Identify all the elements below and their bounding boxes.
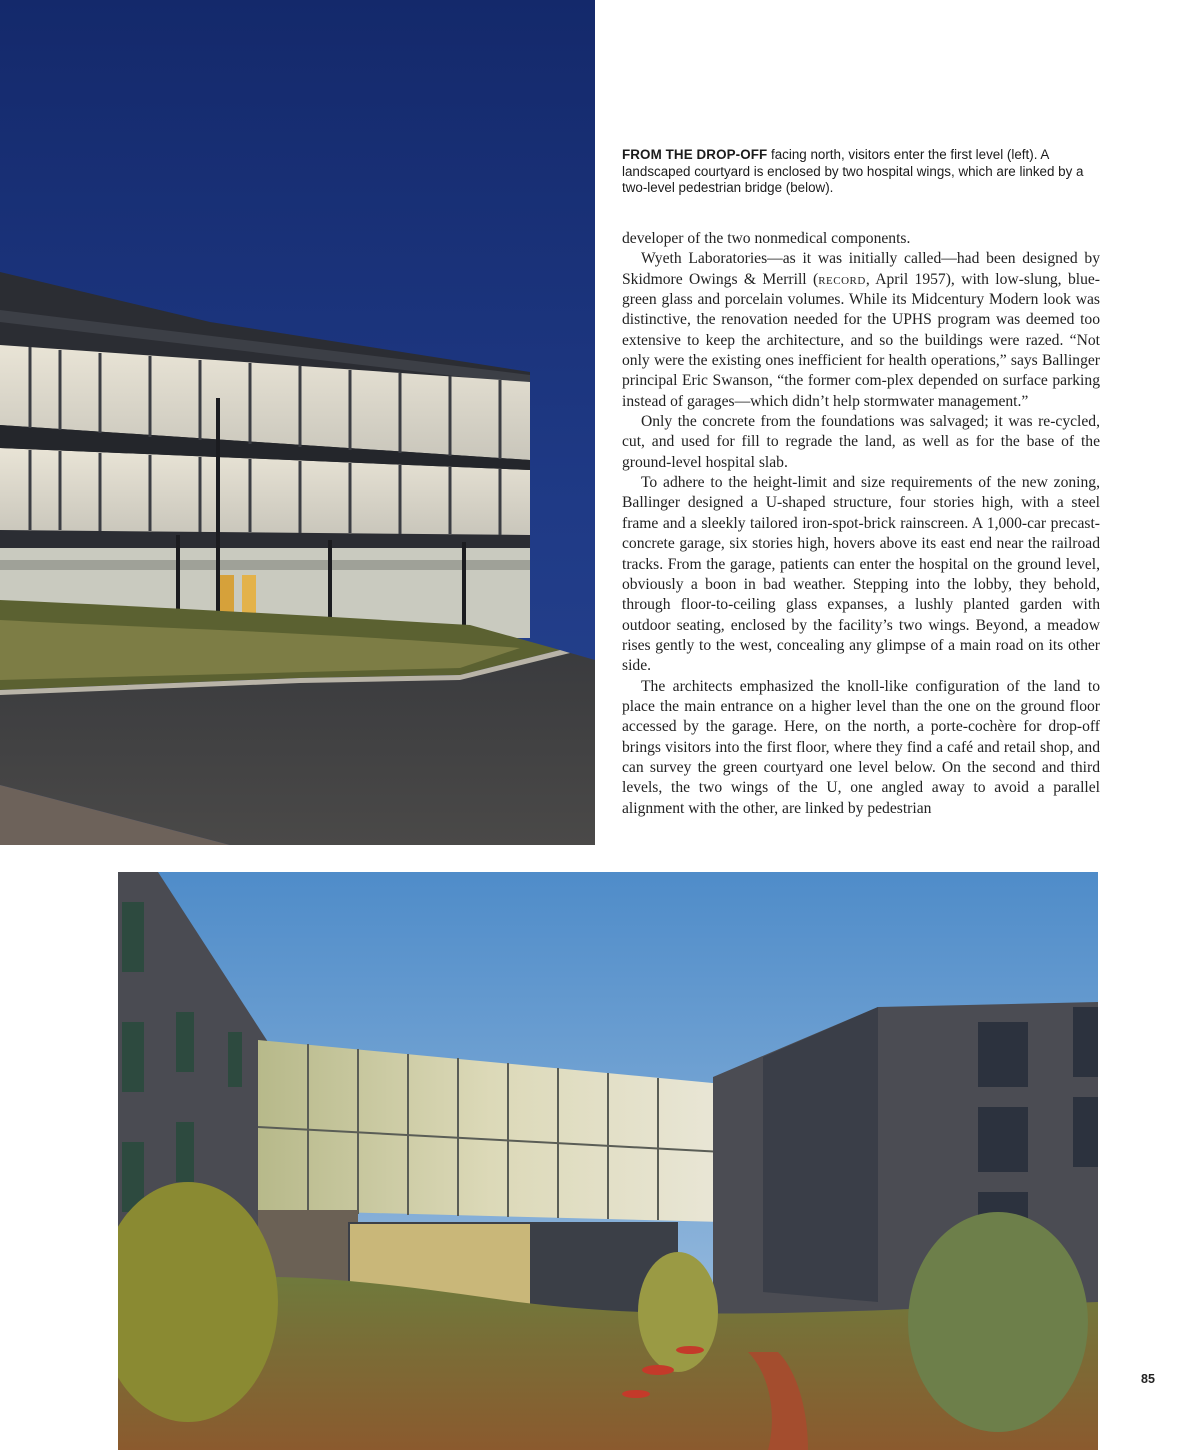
caption-text: facing north, visitors enter the first level (left). A landscaped courtyard is enclosed by two hospital wings, which are linked by a two-level pedestrian bridge (below). [622, 147, 1084, 196]
paragraph [622, 249, 1100, 412]
paragraph: Only the concrete from the foundations was salvaged; it was re-cycled, cut, and used for fill to regrade the land, as well as for the base of the ground-level hospital slab. [622, 413, 1100, 471]
paragraph: The architects emphasized the knoll-like configuration of the land to place the main entrance on a higher level than the one on the ground floor accessed by the garage. Here, on the north, a porte-cochère for drop-off brings visitors into the first floor, where they find a café and retail shop, and can survey the green courtyard one level below. On the second and third levels, the two wings of the U, one angled away to avoid a parallel alignment with the other, are linked by pedestrian [622, 677, 1100, 817]
paragraph-text: Wyeth Laboratories—as it was initially called—had been designed by Skidmore Owings & Merrill ( [622, 250, 1100, 288]
page-number: 85 [1141, 1372, 1155, 1386]
article-body [622, 229, 1100, 819]
paragraph: To adhere to the height-limit and size requirements of the new zoning, Ballinger designed a U-shaped structure, four stories high, with a steel frame and a sleekly tailored iron-spot-brick rainscreen. A 1,000-car precast-concrete garage, six stories high, hovers above its east end near the railroad tracks. From the garage, patients can enter the hospital on the ground level, obviously a boon in bad weather. Stepping into the lobby, they behold, through floor-to-ceiling glass expanses, a lushly planted garden with outdoor seating, enclosed by the facility’s two wings. Beyond, a meadow rises gently to the west, concealing any glimpse of a main road on its other side. [622, 474, 1100, 675]
courtyard-photo [118, 872, 1098, 1450]
magazine-reference: record [818, 270, 866, 288]
paragraph: developer of the two nonmedical components. [622, 230, 911, 247]
paragraph-text: , April 1957), with low-slung, blue-green glass and porcelain volumes. While its Midcentury Modern look was distinctive, the renovation needed for the UPHS program was deemed too extensive to keep the architecture, and so the buildings were razed. “Not only were the existing ones inefficient for health operations,” says Ballinger principal Eric Swanson, “the former com-plex depended on surface parking instead of garages—which didn’t help stormwater management.” [622, 270, 1100, 410]
dropoff-night-photo [0, 0, 595, 845]
caption-lead: FROM THE DROP-OFF [622, 147, 768, 162]
photo-caption [622, 147, 1097, 197]
